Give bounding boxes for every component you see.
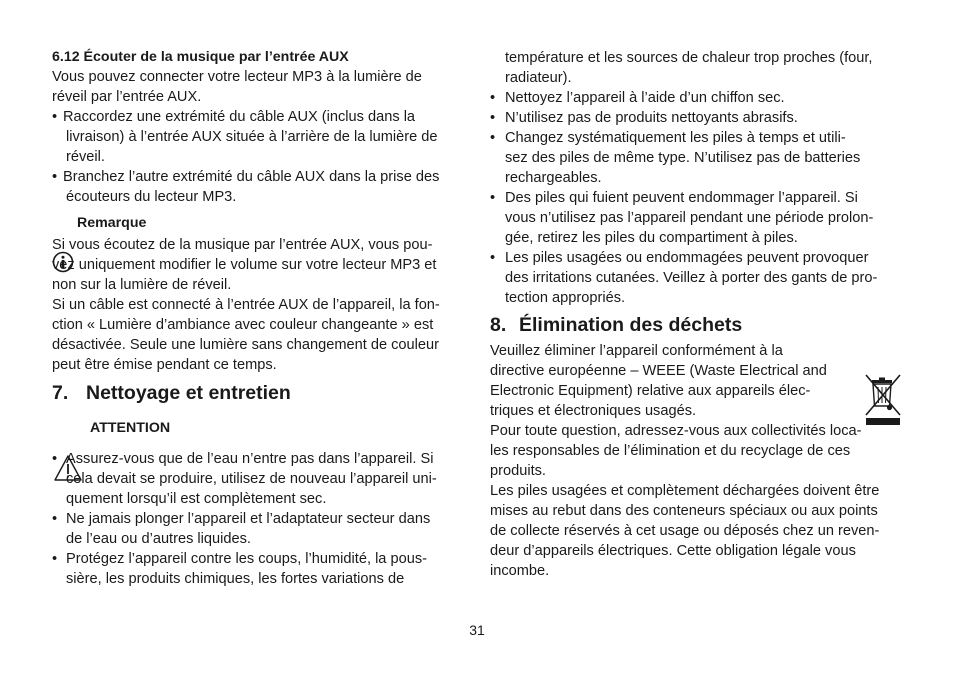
bullet-line: Les piles usagées ou endommagées peuvent provoquer	[505, 250, 869, 266]
bullet-line: Des piles qui fuient peuvent endommager l’appareil. Si	[505, 190, 858, 206]
remark-text-line: non sur la lumière de réveil.	[52, 277, 232, 293]
crossed-out-wheelie-bin-icon	[863, 333, 903, 387]
remark-text-line: peut être émise pendant ce temps.	[52, 357, 277, 373]
bullet-line: N’utilisez pas de produits nettoyants abrasifs.	[505, 110, 798, 126]
section-8-text-line: incombe.	[490, 563, 550, 579]
bullet-line: Branchez l’autre extrémité du câble AUX dans la prise des	[63, 169, 440, 185]
remark-text-line: vez uniquement modifier le volume sur votre lecteur MP3 et	[52, 257, 437, 273]
remark-text-line: ction « Lumière d’ambiance avec couleur changeante » est	[52, 317, 434, 333]
bullet-line: réveil.	[66, 149, 105, 165]
page-number: 31	[469, 622, 485, 638]
section-6-12-intro-line: réveil par l’entrée AUX.	[52, 89, 202, 105]
section-7-number: 7.	[52, 382, 69, 404]
section-8-text-line: directive européenne – WEEE (Waste Electrical and	[490, 363, 827, 379]
section-8-text-line: les responsables de l’élimination et du recyclage de ces	[490, 443, 851, 459]
section-6-12-intro-line: Vous pouvez connecter votre lecteur MP3 à la lumière de	[52, 69, 422, 85]
bullet-line: sez des piles de même type. N’utilisez pas de batteries	[505, 150, 861, 166]
bullet-line: tection appropriés.	[505, 290, 626, 306]
bullet-line: Ne jamais plonger l’appareil et l’adaptateur secteur dans	[66, 511, 431, 527]
bullet-line: rechargeables.	[505, 170, 602, 186]
bullet-line: Protégez l’appareil contre les coups, l’humidité, la pous-	[66, 551, 427, 567]
bullet-line: quement lorsqu’il est complètement sec.	[66, 491, 327, 507]
bullet-line: cela devait se produire, utilisez de nouveau l’appareil uni-	[66, 471, 437, 487]
bullet-line: gée, retirez les piles du compartiment à piles.	[505, 230, 798, 246]
warning-triangle-icon	[54, 414, 82, 442]
section-8-text-line: Electronic Equipment) relative aux appareils élec-	[490, 383, 811, 399]
bullet-dot: •	[52, 451, 58, 467]
section-8-text-line: de collecte réservés à cet usage ou déposés chez un reven-	[490, 523, 880, 539]
section-8-text-line: triques et électroniques usagés.	[490, 403, 697, 419]
remark-text-line: désactivée. Seule une lumière sans changement de couleur	[52, 337, 439, 353]
bullet-line: Changez systématiquement les piles à temps et utili-	[505, 130, 846, 146]
bullet-line: de l’eau ou d’autres liquides.	[66, 531, 251, 547]
section-7-title: Nettoyage et entretien	[86, 382, 291, 404]
bullet-dot: •	[52, 551, 58, 567]
section-6-12-heading: 6.12 Écouter de la musique par l’entrée AUX	[52, 49, 349, 65]
bullet-dot: •	[490, 110, 496, 126]
section-8-text-line: Veuillez éliminer l’appareil conformément à la	[490, 343, 783, 359]
bullet-dot: •	[490, 130, 496, 146]
bullet-line: des irritations cutanées. Veillez à porter des gants de pro-	[505, 270, 878, 286]
continuation-line: température et les sources de chaleur trop proches (four,	[505, 50, 873, 66]
bullet-dot: •	[52, 169, 58, 185]
bullet-dot: •	[52, 109, 58, 125]
continuation-line: radiateur).	[505, 70, 572, 86]
section-8-title: Élimination des déchets	[519, 314, 743, 336]
bullet-line: écouteurs du lecteur MP3.	[66, 189, 237, 205]
bullet-dot: •	[490, 90, 496, 106]
bullet-line: sière, les produits chimiques, les fortes variations de	[66, 571, 405, 587]
section-8-text-line: produits.	[490, 463, 546, 479]
remark-text-line: Si vous écoutez de la musique par l’entrée AUX, vous pou-	[52, 237, 433, 253]
remark-text-line: Si un câble est connecté à l’entrée AUX de l’appareil, la fon-	[52, 297, 440, 313]
bullet-line: Raccordez une extrémité du câble AUX (inclus dans la	[63, 109, 416, 125]
bullet-line: livraison) à l’entrée AUX située à l’arrière de la lumière de	[66, 129, 438, 145]
remark-label: Remarque	[77, 215, 147, 231]
bullet-dot: •	[490, 250, 496, 266]
section-8-text-line: Pour toute question, adressez-vous aux collectivités loca-	[490, 423, 862, 439]
bullet-line: vous n’utilisez pas l’appareil pendant une période prolon-	[505, 210, 874, 226]
section-8-text-line: deur d’appareils électriques. Cette obligation légale vous	[490, 543, 856, 559]
attention-label: ATTENTION	[90, 420, 171, 436]
info-icon	[52, 211, 74, 233]
bullet-line: Nettoyez l’appareil à l’aide d’un chiffon sec.	[505, 90, 785, 106]
section-8-text-line: Les piles usagées et complètement déchargées doivent être	[490, 483, 880, 499]
bullet-dot: •	[52, 511, 58, 527]
bullet-line: Assurez-vous que de l’eau n’entre pas dans l’appareil. Si	[66, 451, 434, 467]
section-8-number: 8.	[490, 314, 507, 336]
bullet-dot: •	[490, 190, 496, 206]
section-8-text-line: mises au rebut dans des conteneurs spéciaux ou aux points	[490, 503, 878, 519]
